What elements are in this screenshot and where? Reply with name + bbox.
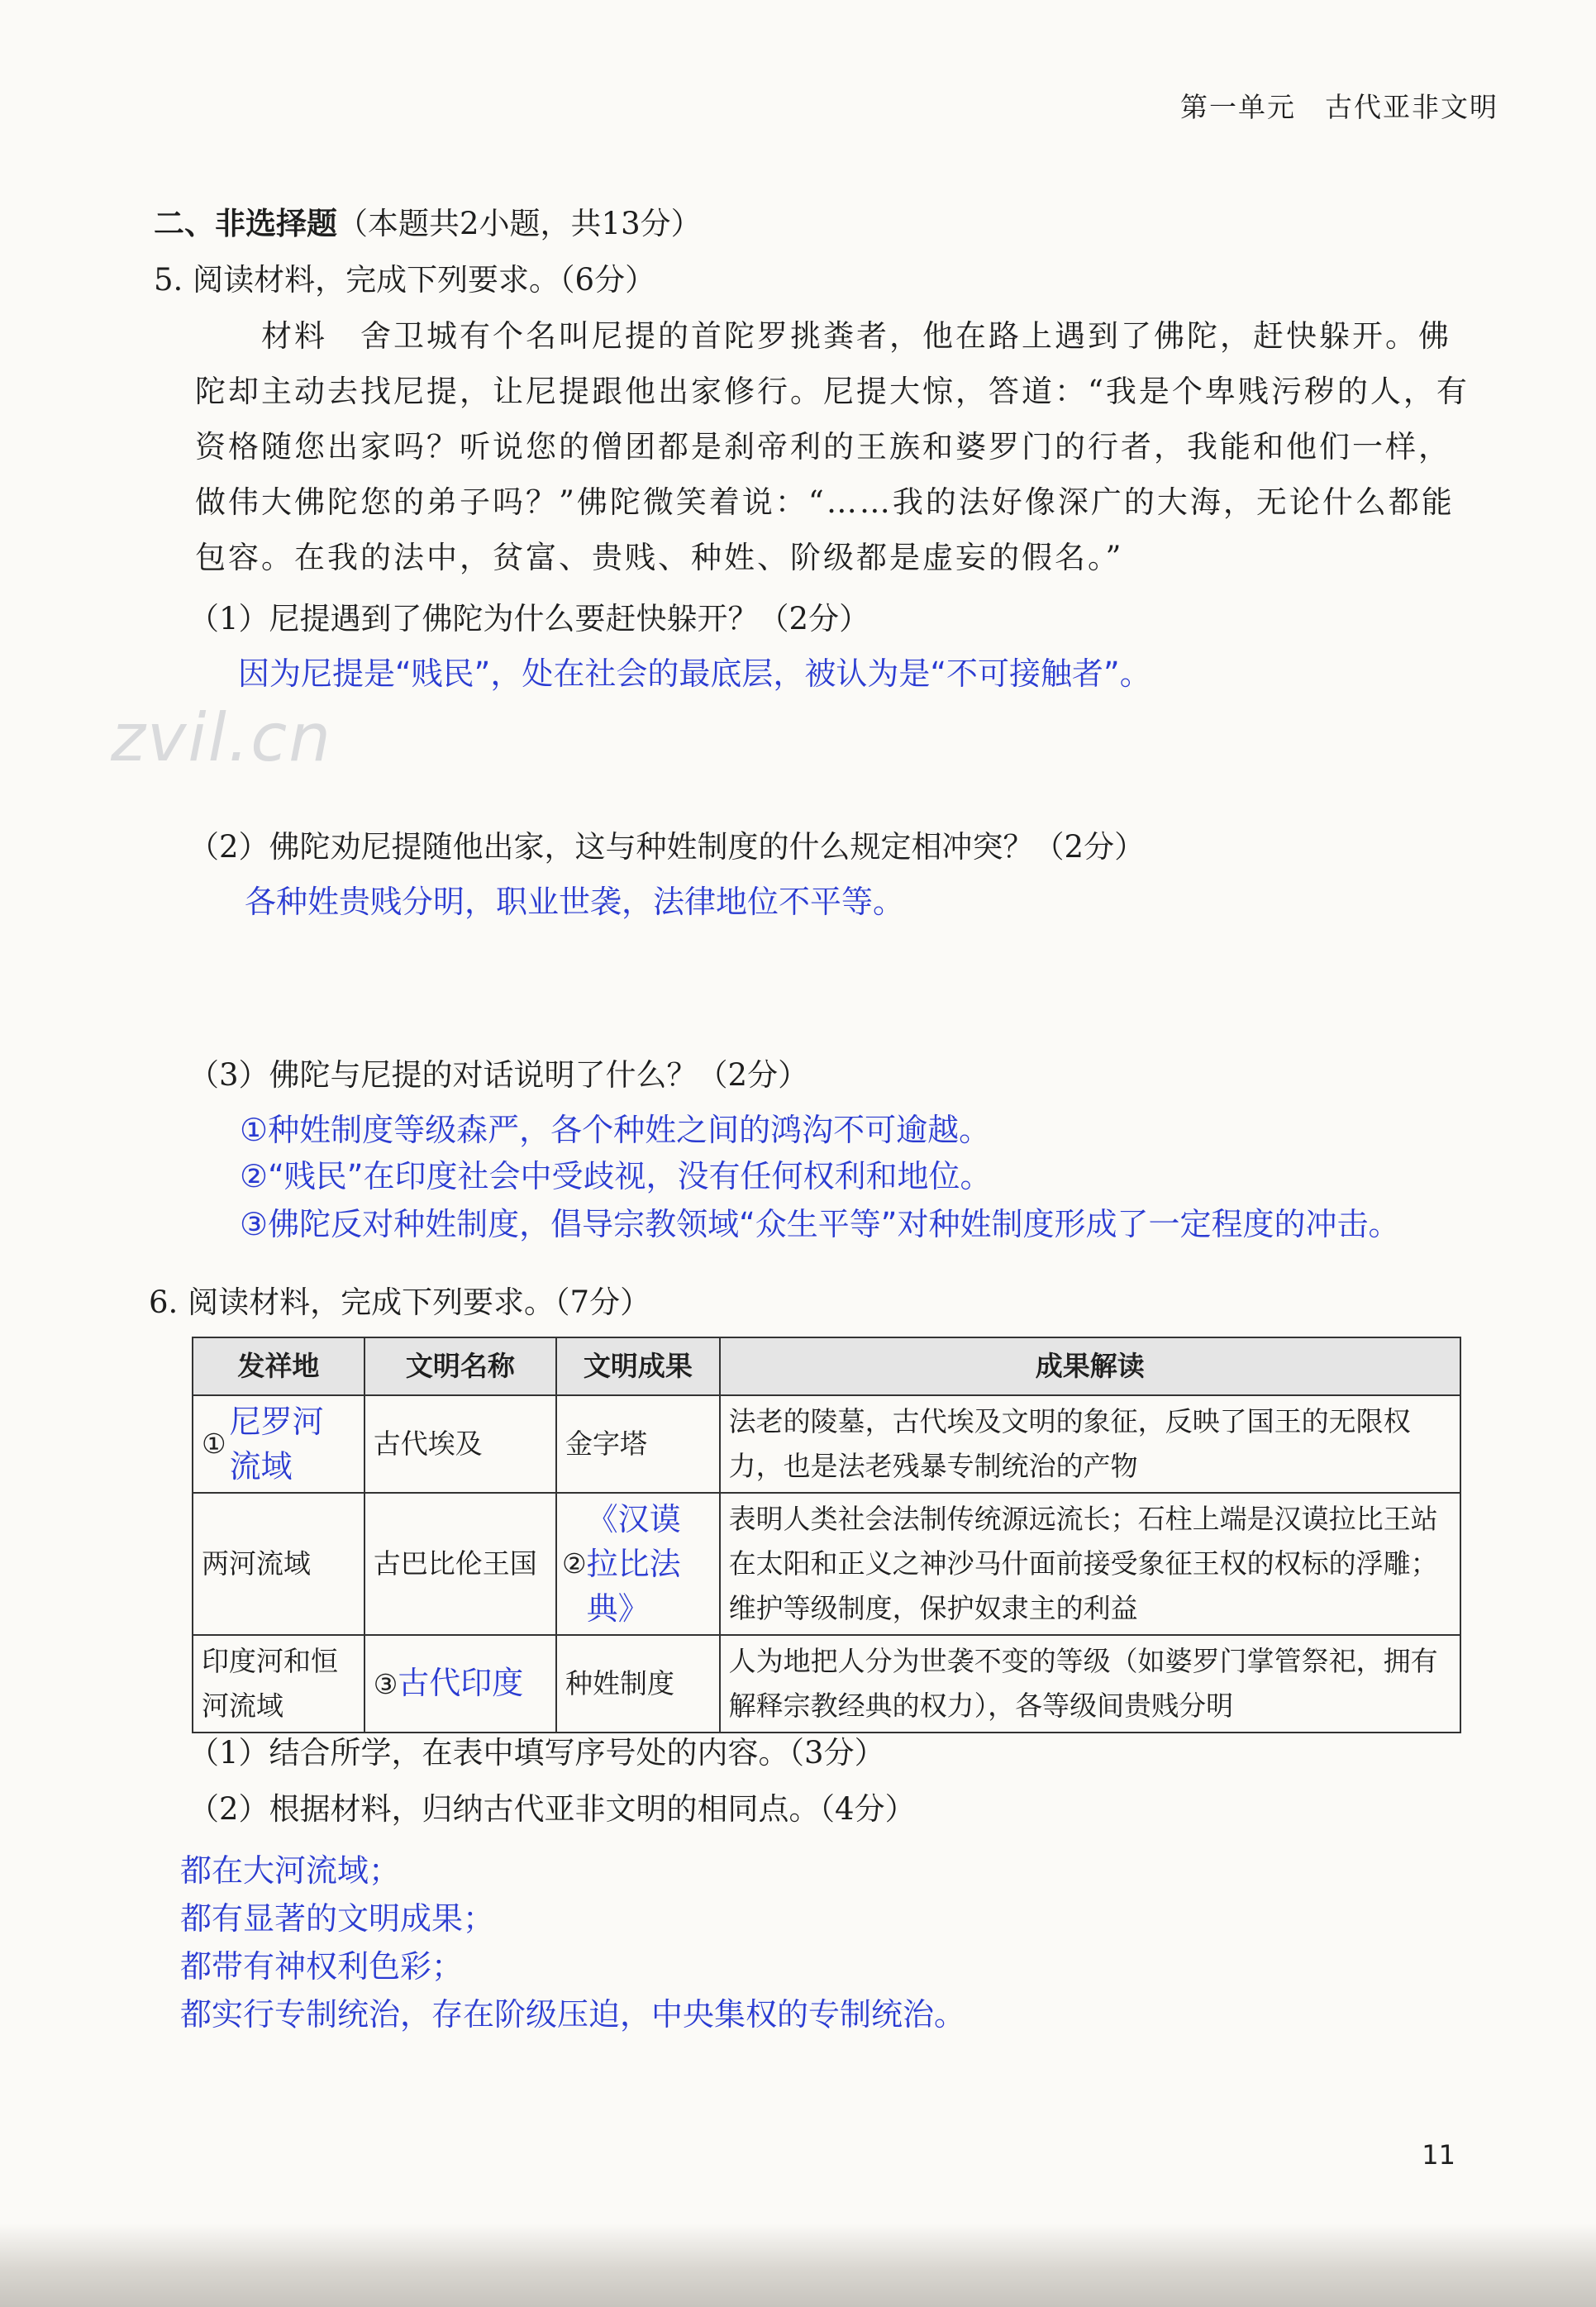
q5-sub2: （2）佛陀劝尼提随他出家，这与种姓制度的什么规定相冲突？（2分） [188,829,1146,865]
q6-answer2-line: 都带有神权利色彩； [180,1948,464,1985]
page-number: 11 [1422,2139,1455,2171]
q5-answer3-line: ③佛陀反对种姓制度，倡导宗教领域“众生平等”对种姓制度形成了一定程度的冲击。 [240,1206,1400,1242]
watermark: zvil.cn [111,699,332,776]
q6-answer2-line: 都在大河流域； [180,1852,401,1889]
table-cell: 印度河和恒河流域 [193,1635,364,1733]
table-cell: 人为地把人分为世袭不变的等级（如婆罗门掌管祭祀，拥有解释宗教经典的权力），各等级间贵贱分明 [720,1635,1460,1733]
blank-marker: ② [562,1547,587,1580]
table-header: 文明名称 [364,1337,556,1395]
q6-answer2-line: 都实行专制统治，存在阶级压迫，中央集权的专制统治。 [180,1996,966,2033]
q5-material-line: 陀却主动去找尼提，让尼提跟他出家修行。尼提大惊，答道：“我是个卑贱污秽的人，有 [195,374,1470,409]
table-cell: 两河流域 [193,1493,364,1635]
q6-stem: 6. 阅读材料，完成下列要求。（7分） [149,1285,651,1320]
table-row [193,1493,1460,1635]
q6-sub2: （2）根据材料，归纳古代亚非文明的相同点。（4分） [188,1791,916,1827]
table-cell [193,1395,364,1493]
q5-sub3: （3）佛陀与尼提的对话说明了什么？（2分） [188,1057,809,1093]
q5-answer3-line: ②“贱民”在印度社会中受歧视，没有任何权利和地位。 [240,1158,992,1194]
blank-marker: ① [202,1428,226,1460]
q5-answer2: 各种姓贵贱分明，职业世袭，法律地位不平等。 [245,884,905,920]
q5-material-line: 资格随您出家吗？听说您的僧团都是刹帝利的王族和婆罗门的行者，我能和他们一样， [195,429,1451,465]
q6-sub1: （1）结合所学，在表中填写序号处的内容。（3分） [188,1735,885,1771]
q5-answer1: 因为尼提是“贱民”，处在社会的最底层，被认为是“不可接触者”。 [238,655,1151,692]
q5-sub1: （1）尼提遇到了佛陀为什么要赶快躲开？（2分） [188,601,870,636]
blank-marker: ③ [373,1668,398,1700]
filled-answer: 《汉谟拉比法典》 [586,1501,681,1627]
table-header: 发祥地 [193,1337,364,1395]
q5-material-line: 做伟大佛陀您的弟子吗？”佛陀微笑着说：“……我的法好像深广的大海，无论什么都能 [195,484,1455,520]
q6-answer2-line: 都有显著的文明成果； [180,1900,495,1937]
table-row [193,1395,1460,1493]
page-footer-band [0,2224,1596,2307]
section-title: 二、非选择题（本题共2小题，共13分） [154,205,702,241]
page-header: 第一单元 古代亚非文明 [1180,91,1498,123]
table-cell: 种姓制度 [556,1635,720,1733]
q5-answer3-line: ①种姓制度等级森严，各个种姓之间的鸿沟不可逾越。 [240,1112,991,1148]
table-cell: 古代埃及 [364,1395,556,1493]
table-cell: 古巴比伦王国 [364,1493,556,1635]
civilization-table [192,1337,1461,1733]
q5-material-line: 包容。在我的法中，贫富、贵贱、种姓、阶级都是虚妄的假名。” [195,540,1124,575]
filled-answer: 尼罗河流域 [229,1404,324,1485]
table-cell [364,1635,556,1733]
table-header: 成果解读 [720,1337,1460,1395]
q5-stem: 5. 阅读材料，完成下列要求。（6分） [154,262,656,298]
table-row [193,1635,1460,1733]
table-header-row [193,1337,1460,1395]
table-header: 文明成果 [556,1337,720,1395]
q5-material-line: 材料 舍卫城有个名叫尼提的首陀罗挑粪者，他在路上遇到了佛陀，赶快躲开。佛 [261,318,1451,354]
table-cell: 法老的陵墓，古代埃及文明的象征，反映了国王的无限权力，也是法老残暴专制统治的产物 [720,1395,1460,1493]
table-cell: 金字塔 [556,1395,720,1493]
table-cell [556,1493,720,1635]
filled-answer: 古代印度 [398,1665,524,1701]
table-cell: 表明人类社会法制传统源远流长；石柱上端是汉谟拉比王站在太阳和正义之神沙马什面前接受象征王权的权标的浮雕；维护等级制度，保护奴隶主的利益 [720,1493,1460,1635]
